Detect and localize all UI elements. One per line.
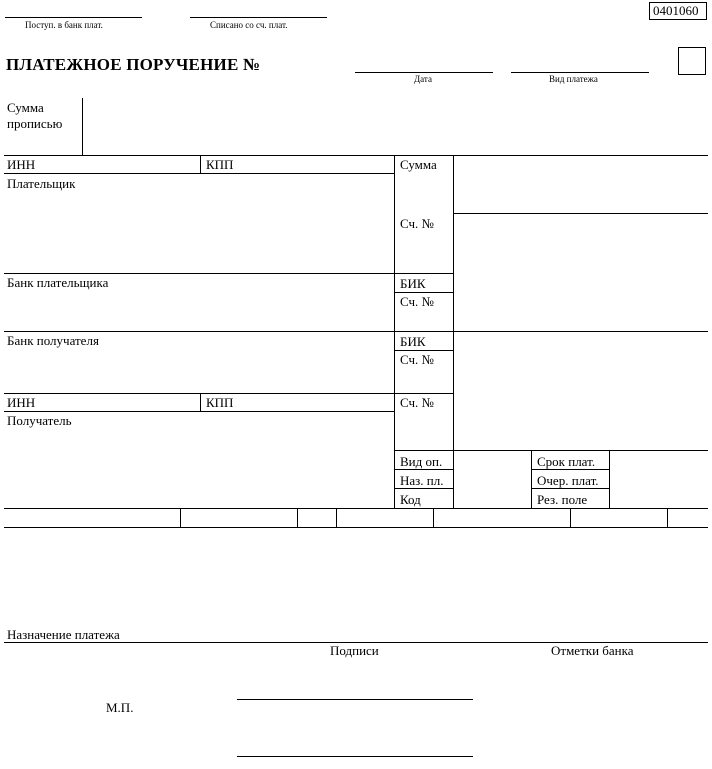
status-box[interactable]: [678, 47, 706, 75]
grid-line: [4, 508, 708, 509]
payer-account-label: Сч. №: [400, 216, 434, 231]
operation-type-label: Вид оп.: [400, 454, 443, 469]
bank-marks-label: Отметки банка: [551, 643, 634, 658]
recipient-bank-bik-label: БИК: [400, 334, 426, 349]
grid-vline: [200, 393, 201, 411]
recipient-label: Получатель: [7, 413, 72, 428]
grid-line: [4, 527, 708, 528]
grid-vline: [453, 155, 454, 508]
recipient-kpp-label: КПП: [206, 395, 234, 410]
grid-line: [4, 411, 394, 412]
payer-bank-label: Банк плательщика: [7, 275, 109, 290]
signature-line-2[interactable]: [237, 756, 473, 757]
payer-inn-label: ИНН: [7, 157, 36, 172]
payment-type-label: Вид платежа: [549, 74, 598, 84]
tax-field-divider: [433, 508, 434, 527]
grid-line: [4, 393, 453, 394]
signatures-label: Подписи: [330, 643, 379, 658]
recipient-account-label: Сч. №: [400, 395, 434, 410]
payment-type-line[interactable]: [511, 72, 649, 73]
grid-line: [394, 469, 453, 470]
debited-from-account-label: Списано со сч. плат.: [210, 20, 288, 30]
stamp-label: М.П.: [106, 700, 134, 715]
received-in-bank-label: Поступ. в банк плат.: [25, 20, 103, 30]
recipient-bank-label: Банк получателя: [7, 333, 99, 348]
grid-line: [531, 488, 609, 489]
document-title: ПЛАТЕЖНОЕ ПОРУЧЕНИЕ №: [6, 55, 261, 74]
sum-in-words-label: Сумма прописью: [7, 100, 63, 131]
date-label: Дата: [414, 74, 432, 84]
tax-field-divider: [570, 508, 571, 527]
grid-vline: [609, 450, 610, 508]
recipient-bank-account-label: Сч. №: [400, 352, 434, 367]
grid-line: [453, 213, 708, 214]
payment-priority-label: Очер. плат.: [537, 473, 599, 488]
tax-field-divider: [180, 508, 181, 527]
grid-vline: [531, 450, 532, 508]
grid-line: [531, 469, 609, 470]
grid-line: [394, 350, 453, 351]
grid-vline: [394, 155, 395, 508]
payment-term-label: Срок плат.: [537, 454, 596, 469]
payer-bank-bik-label: БИК: [400, 276, 426, 291]
payer-bank-account-label: Сч. №: [400, 294, 434, 309]
payment-purpose-code-label: Наз. пл.: [400, 473, 444, 488]
signature-line-1[interactable]: [237, 699, 473, 700]
grid-line: [4, 155, 708, 156]
date-line[interactable]: [355, 72, 493, 73]
grid-vline: [200, 155, 201, 173]
amount-label: Сумма: [400, 157, 437, 172]
debited-line: [190, 17, 327, 18]
grid-line: [394, 450, 708, 451]
recipient-inn-label: ИНН: [7, 395, 36, 410]
grid-line: [4, 331, 708, 332]
form-code: 0401060: [653, 3, 699, 18]
tax-field-divider: [297, 508, 298, 527]
payment-purpose-label: Назначение платежа: [7, 627, 120, 642]
payer-kpp-label: КПП: [206, 157, 234, 172]
grid-line: [394, 488, 453, 489]
grid-line: [394, 292, 453, 293]
grid-line: [4, 273, 453, 274]
grid-line: [4, 173, 394, 174]
form-code-box: [649, 2, 707, 20]
tax-field-divider: [336, 508, 337, 527]
code-label: Код: [400, 492, 421, 507]
tax-field-divider: [667, 508, 668, 527]
received-in-bank-line: [5, 17, 142, 18]
reserve-field-label: Рез. поле: [537, 492, 588, 507]
sum-in-words-divider: [82, 98, 83, 155]
payer-label: Плательщик: [7, 176, 76, 191]
